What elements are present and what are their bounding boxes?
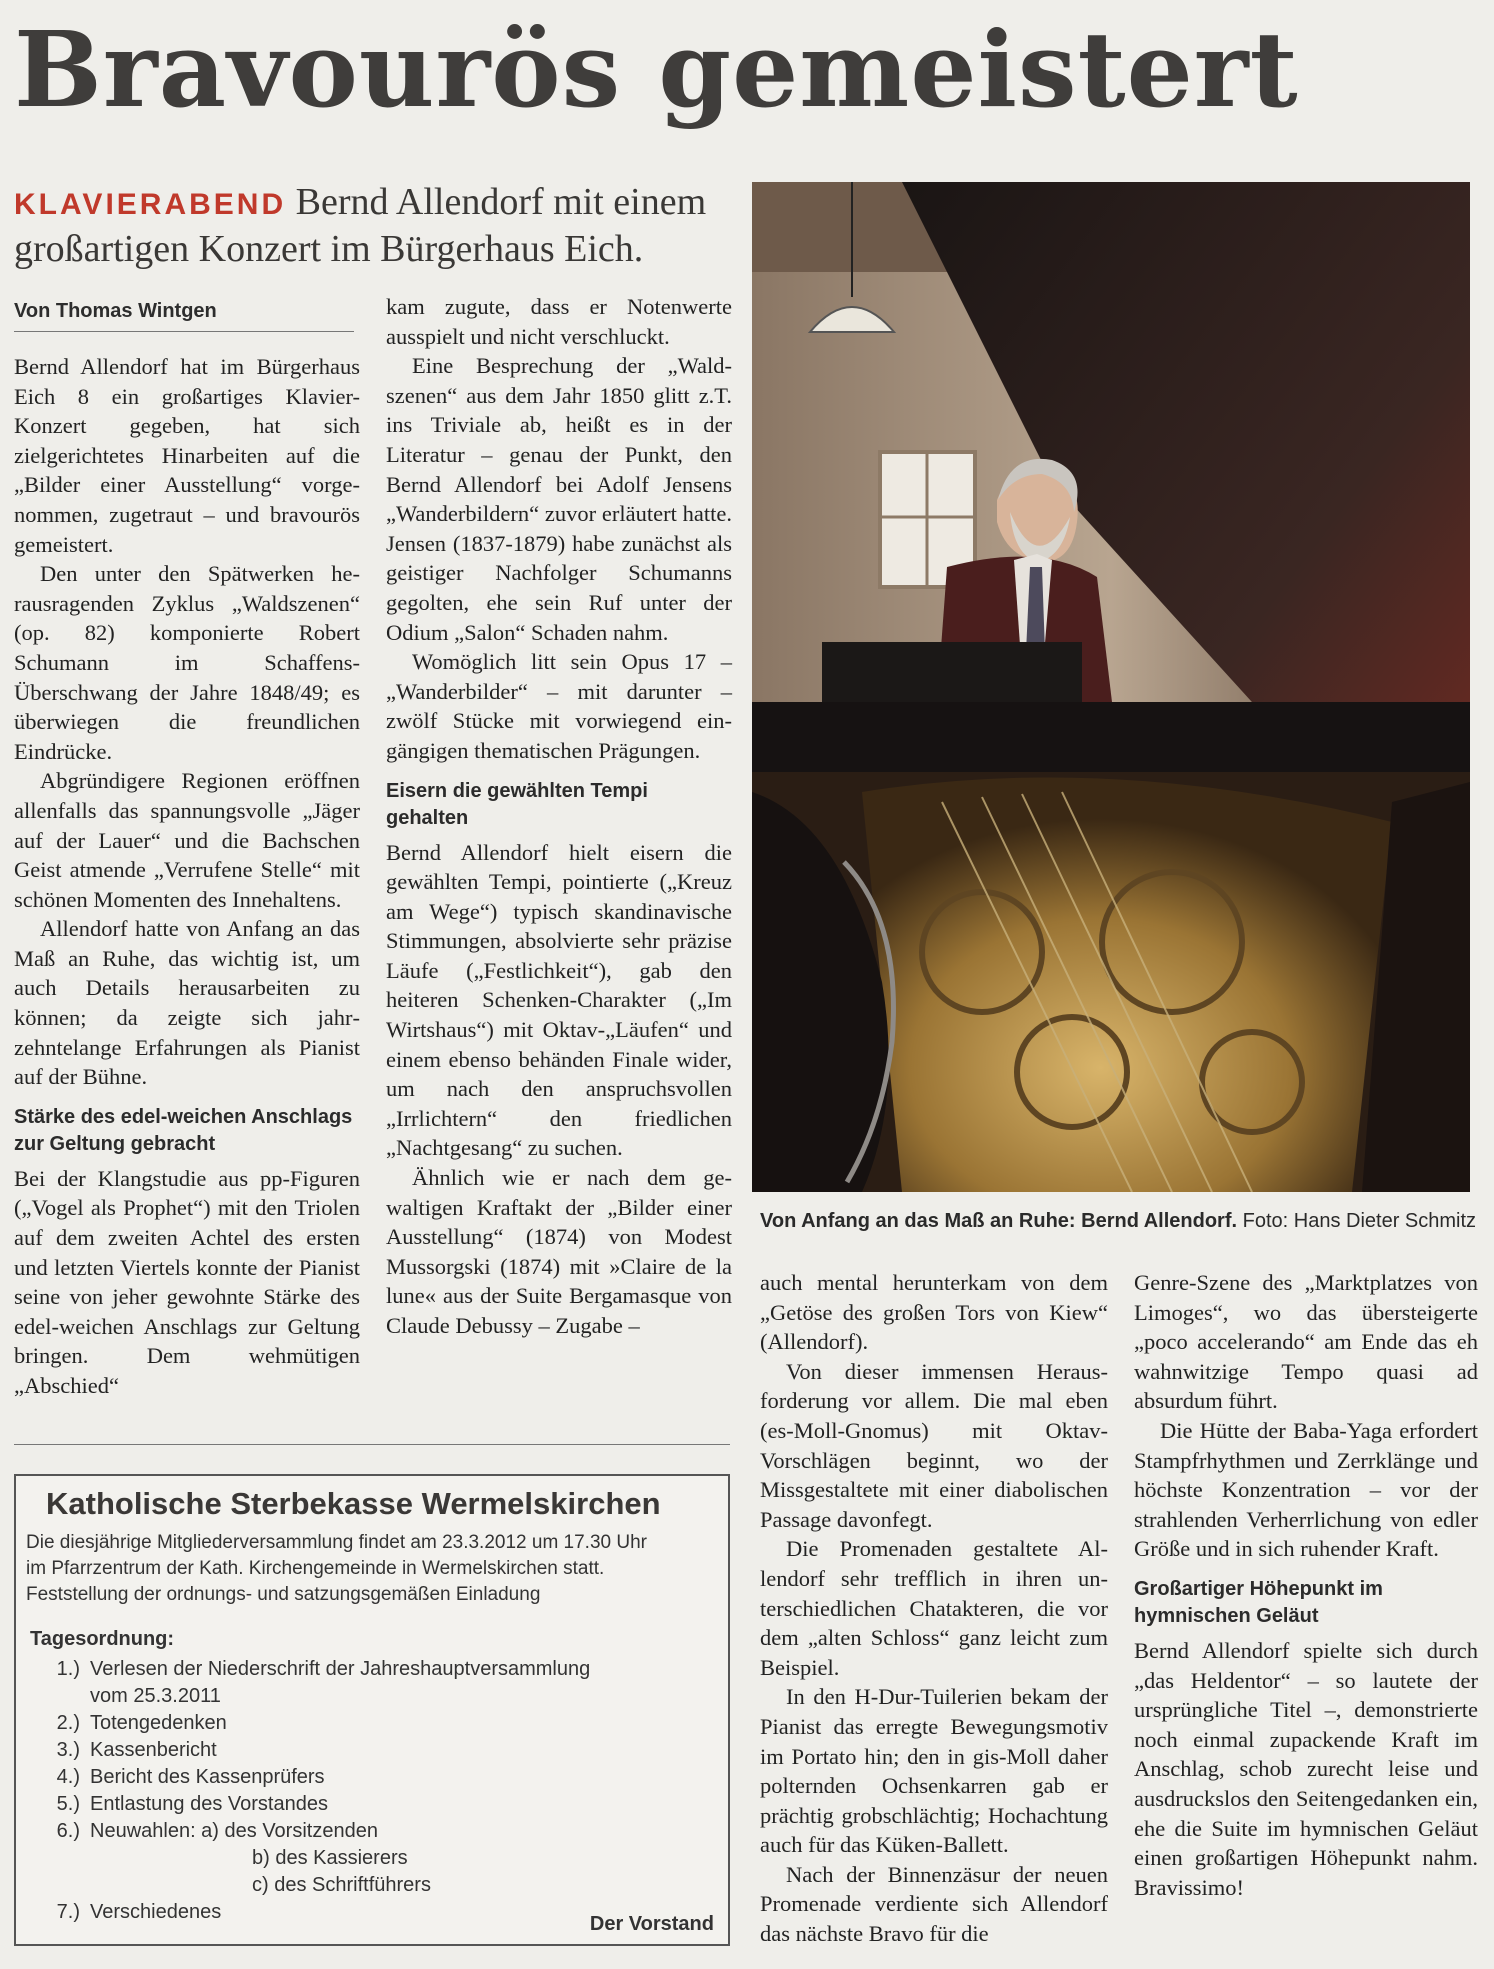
paragraph: Bernd Allendorf spielte sich durch „das Heldentor“ – so lautete der ursprüngliche Titel –, demonstrierte noch einmal zupackende Kraft im Anschlag, schob zurecht leise und ausdruckslos den Seitengedanken ein, ehe die Suite im hymnischen Geläut einen großartigen Höhepunkt nahm. Bravissimo! — [1134, 1637, 1478, 1900]
agenda-item: vom 25.3.2011 — [90, 1685, 221, 1707]
notice-intro-line: im Pfarrzentrum der Kath. Kirchengemeinde in Wermelskirchen statt. — [26, 1558, 605, 1579]
agenda-item: 2.) Totengedenken — [56, 1712, 227, 1734]
kicker: KLAVIERABEND — [14, 188, 287, 221]
paragraph: Eine Besprechung der „Waldszenen“ aus dem Jahr 1850 glitt z.T. ins Triviale ab, heißt es in der Literatur – genau der Punkt, den Bernd Allendorf bei Adolf Jensens „Wanderbildern“ zuvor erläutert hatte. Jensen (1837-1879) habe zunächst als geistiger Nachfolger Schumanns gegolten, ehe sein Ruf unter der Odium „Salon“ Schaden nahm. — [386, 353, 732, 645]
notice-title: Katholische Sterbekasse Wermelskirchen — [46, 1486, 661, 1521]
notice-box — [14, 1474, 730, 1946]
article-column-1 — [14, 352, 360, 1401]
paragraph: Nach der Binnenzäsur der neuen Promenade verdiente sich Allendorf das nächste Bravo für die — [760, 1861, 1108, 1947]
paragraph: In den H-Dur-Tuilerien bekam der Pianist das erregte Bewegungsmotiv im Portato hin; den in gis-Moll daher polternden Ochsenkarren gab er prächtig grobschlächtig; Hochachtung auch für das Küken-Ballett. — [760, 1684, 1108, 1858]
photo-caption — [760, 1210, 1480, 1233]
subheadline — [14, 180, 744, 271]
paragraph: Ähnlich wie er nach dem gewaltigen Kraftakt der „Bilder einer Ausstellung“ (1874) von Modest Mussorgski (1874) mit »Claire de la lune« aus der Suite Bergamasque von Claude Debussy – Zugabe – — [386, 1165, 732, 1338]
subheading: Stärke des edel-weichen Anschlags zur Geltung gebracht — [14, 1105, 353, 1155]
paragraph: Bei der Klangstudie aus pp-Figuren („Vogel als Prophet“) mit den Triolen auf dem zweiten Achtel des ersten und letzten Viertels konnte der Pianist seine von jeher gewohnte Stärke des edel-weichen Anschlags zur Geltung bringen. Dem wehmütigen „Abschied“ — [14, 1165, 360, 1398]
notice-intro — [26, 1530, 716, 1608]
byline: Von Thomas Wintgen — [14, 300, 354, 332]
agenda-item: b) des Kassierers — [252, 1847, 408, 1869]
agenda-item: 3.) Kassenbericht — [56, 1739, 217, 1761]
agenda-item: 4.) Bericht des Kassenprüfers — [56, 1766, 325, 1788]
subheadline-text: Bernd Allendorf mit einem großartigen Konzert im Bürgerhaus Eich. — [14, 181, 707, 270]
paragraph: kam zugute, dass er Notenwerte ausspielt und nicht verschluckt. — [386, 294, 732, 349]
photo-pianist — [752, 182, 1470, 1192]
headline: Bravourös gemeistert — [14, 8, 1299, 131]
agenda-item: 7.) Verschiedenes — [56, 1901, 222, 1923]
article-column-2 — [386, 292, 732, 1341]
article-column-3 — [760, 1268, 1108, 1949]
section-divider — [14, 1444, 730, 1445]
paragraph: Bernd Allendorf hielt eisern die gewählten Tempi, pointierte („Kreuz am Wege“) typisch skandinavische Stimmungen, absolvierte sehr präzise Läufe („Festlichkeit“), gab den heiteren Schenken-Charakter („Im Wirtshaus“) mit Oktav-„Läufen“ und einem ebenso behänden Finale wider, um nach den anspruchsvollen „Irrlichtern“ den friedlichen „Nachtgesang“ zu suchen. — [386, 839, 732, 1161]
paragraph: auch mental herunterkam von dem „Getöse des großen Tors von Kiew“ (Allendorf). — [760, 1270, 1108, 1355]
agenda-item: 5.) Entlastung des Vorstandes — [56, 1793, 328, 1815]
paragraph: Bernd Allendorf hat im Bürgerhaus Eich 8 ein großartiges Klavier-Konzert gegeben, hat sich zielgerichtetes Hinarbeiten auf die „Bilder einer Ausstellung“ vorgenommen, zugetraut – und bravourös gemeistert. — [14, 354, 360, 557]
notice-intro-line: Die diesjährige Mitgliederversammlung findet am 23.3.2012 um 17.30 Uhr — [26, 1532, 647, 1553]
agenda-item: 6.) Neuwahlen: a) des Vorsitzenden — [56, 1820, 378, 1842]
paragraph: Genre-Szene des „Marktplatzes von Limoges“, wo das übersteigerte „poco accelerando“ am Ende das eh wahnwitzige Tempo quasi ad absurdum führt. — [1134, 1270, 1478, 1414]
paragraph: Abgründigere Regionen eröffnen allenfalls das spannungsvolle „Jäger auf der Lauer“ und die Bachschen Geist atmende „Verrufene Stelle“ mit schönen Momenten des Innehaltens. — [14, 768, 360, 912]
paragraph: Die Promenaden gestaltete Allendorf sehr trefflich in ihren unterschiedlichen Chatakteren, die vor dem „alten Schloss“ ganz leicht zum Beispiel. — [760, 1536, 1108, 1680]
agenda-title: Tagesordnung: — [30, 1628, 175, 1650]
paragraph: Womöglich litt sein Opus 17 – „Wanderbilder“ – mit darunter – zwölf Stücke mit vorwiegend eingängigen thematischen Prägungen. — [386, 649, 732, 763]
caption-text: Von Anfang an das Maß an Ruhe: Bernd Allendorf. — [760, 1210, 1238, 1232]
article-column-4 — [1134, 1268, 1478, 1902]
paragraph: Allendorf hatte von Anfang an das Maß an Ruhe, das wichtig ist, um auch Details herausarbeiten zu können; da zeigte sich jahrzehntelange Erfahrungen als Pianist auf der Bühne. — [14, 916, 360, 1090]
paragraph: Von dieser immensen Herausforderung vor allem. Die mal eben (es-Moll-Gnomus) mit Oktav-Vorschlägen beginnt, wo der Missgestaltete mit einer diabolischen Passage davonfegt. — [760, 1358, 1108, 1532]
subheading: Eisern die gewählten Tempi gehalten — [386, 779, 648, 829]
agenda-list — [30, 1656, 710, 1926]
photo-credit: Foto: Hans Dieter Schmitz — [1242, 1210, 1477, 1232]
agenda-item: c) des Schriftführers — [252, 1874, 431, 1896]
agenda-item: 1.) Verlesen der Niederschrift der Jahreshauptversammlung — [56, 1658, 591, 1680]
notice-signature: Der Vorstand — [589, 1913, 714, 1935]
paragraph: Den unter den Spätwerken herausragenden Zyklus „Waldszenen“ (op. 82) komponierte Robert Schumann im Schaffens-Überschwang der Jahre 1848/49; es überwiegen die freundlichen Eindrücke. — [14, 561, 360, 764]
subheading: Großartiger Höhepunkt im hymnischen Geläut — [1134, 1577, 1383, 1627]
pianist-photo-illustration — [752, 182, 1470, 1192]
notice-intro-line: Feststellung der ordnungs- und satzungsgemäßen Einladung — [26, 1584, 541, 1605]
paragraph: Die Hütte der Baba-Yaga erfordert Stampfrhythmen und Zerrklänge und höchste Konzentration – vor der strahlenden Verherrlichung von edler Größe und in sich ruhender Kraft. — [1134, 1417, 1478, 1562]
